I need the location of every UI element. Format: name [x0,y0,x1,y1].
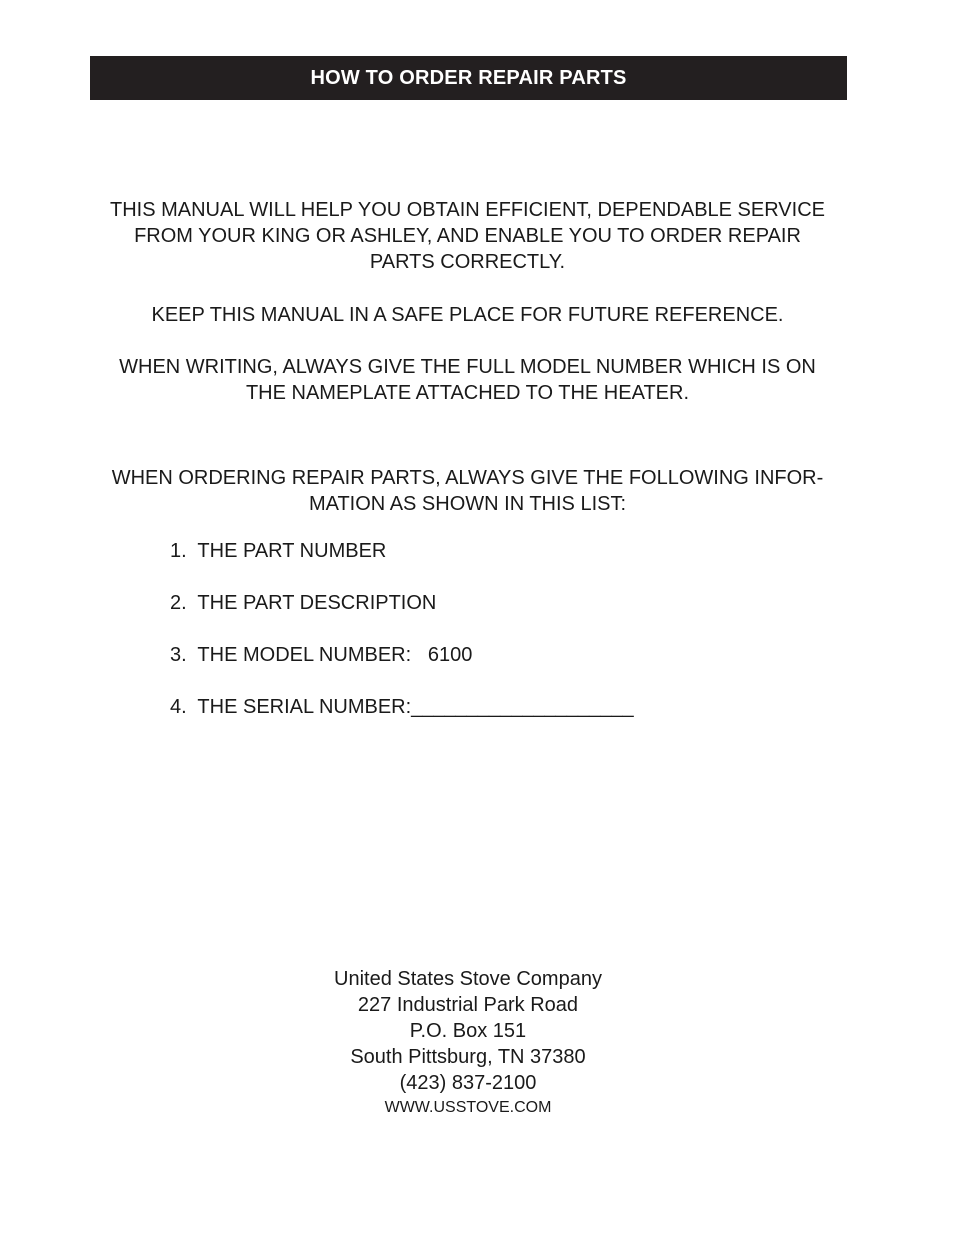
header-bar [90,56,847,100]
company-phone: (423) 837-2100 [399,1072,537,1094]
writing-notice-line: WHEN WRITING, ALWAYS GIVE THE FULL MODEL NUMBER WHICH IS ON [119,356,816,378]
keep-notice-line: KEEP THIS MANUAL IN A SAFE PLACE FOR FUTURE REFERENCE. [151,304,784,326]
order-info-list [170,538,634,746]
list-item-part-description: 2. THE PART DESCRIPTION [170,592,437,614]
keep-notice [40,302,895,328]
company-website: WWW.USSTOVE.COM [384,1099,552,1116]
intro-line: FROM YOUR KING OR ASHLEY, AND ENABLE YOU TO ORDER REPAIR [134,225,801,247]
list-item-part-number: 1. THE PART NUMBER [170,540,387,562]
company-name: United States Stove Company [334,968,602,990]
intro-line: THIS MANUAL WILL HELP YOU OBTAIN EFFICIENT, DEPENDABLE SERVICE [110,199,825,221]
ordering-notice [40,465,895,517]
intro-line: PARTS CORRECTLY. [369,251,566,273]
company-po-box: P.O. Box 151 [409,1020,527,1042]
intro-paragraph [40,197,895,275]
page-title: HOW TO ORDER REPAIR PARTS [310,66,627,89]
writing-notice-line: THE NAMEPLATE ATTACHED TO THE HEATER. [245,382,690,404]
ordering-notice-line: MATION AS SHOWN IN THIS LIST: [308,493,627,515]
list-item-model-number: 3. THE MODEL NUMBER: 6100 [170,644,473,666]
company-city: South Pittsburg, TN 37380 [350,1046,586,1068]
company-street: 227 Industrial Park Road [357,994,579,1016]
company-address [268,966,668,1119]
writing-notice [40,354,895,406]
ordering-notice-line: WHEN ORDERING REPAIR PARTS, ALWAYS GIVE THE FOLLOWING INFOR- [111,467,824,489]
list-item-serial-number: 4. THE SERIAL NUMBER:____________________ [170,696,634,718]
